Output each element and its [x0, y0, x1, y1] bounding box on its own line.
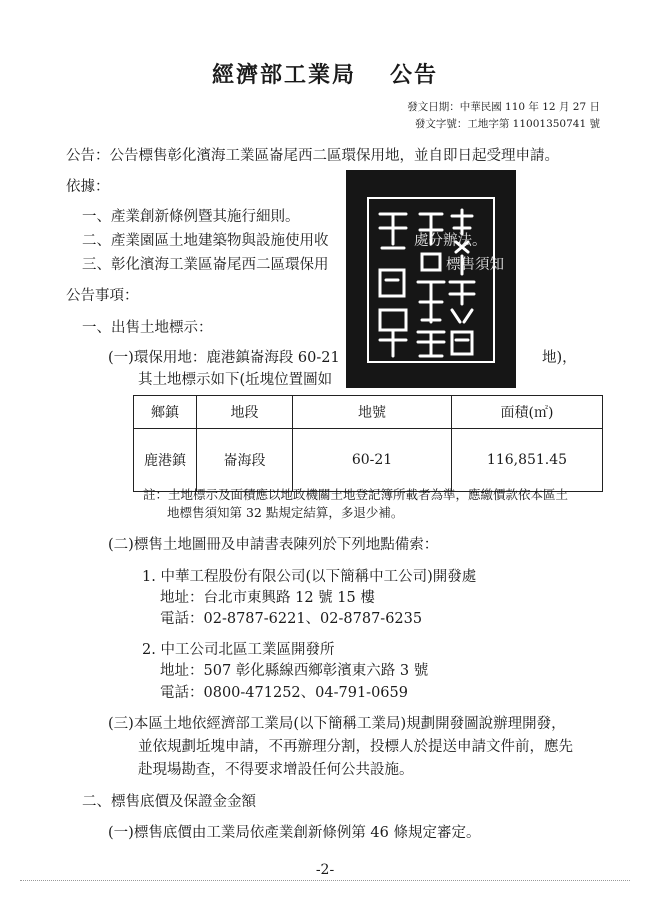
section-1-para-1-line-1-tail: 地)， — [542, 350, 577, 366]
official-seal-icon — [346, 170, 516, 388]
items-heading: 公告事項： — [66, 288, 139, 304]
location-1-phone: 電話：02-8787-6221、02-8787-6235 — [160, 611, 423, 627]
cell-area: 116,851.45 — [452, 429, 603, 492]
section-1-para-3-line-1: (三)本區土地依經濟部工業局(以下簡稱工業局)規劃開發圖說辦理開發， — [108, 716, 566, 732]
scan-noise-line — [20, 880, 630, 883]
subject-line: 公告：公告標售彰化濱海工業區崙尾西二區環保用地，並自即日起受理申請。 — [66, 148, 559, 164]
header-section: 地段 — [197, 396, 293, 429]
table-row — [134, 429, 603, 492]
issuer-name: 經濟部工業局 — [211, 62, 356, 88]
document-number: 發文字號：工地字第 11001350741 號 — [414, 118, 600, 130]
table-note-line-2: 地標售須知第 32 點規定結算，多退少補。 — [167, 505, 404, 520]
basis-item-2: 二、產業園區土地建築物與設施使用收 — [82, 233, 329, 249]
section-1-para-3-line-3: 赴現場勘查，不得要求增設任何公共設施。 — [138, 762, 414, 778]
section-2-heading: 二、標售底價及保證金金額 — [82, 794, 256, 810]
section-1-para-1-line-1: (一)環保用地：鹿港鎮崙海段 60-21 — [108, 350, 340, 366]
location-1-address: 地址：台北市東興路 12 號 15 樓 — [160, 590, 375, 606]
section-1-para-2: (二)標售土地圖冊及申請書表陳列於下列地點備索： — [108, 537, 439, 553]
document-title — [0, 58, 650, 89]
section-1-para-1-line-2: 其土地標示如下(坵塊位置圖如 — [138, 372, 333, 388]
location-2-name: 2. 中工公司北區工業區開發所 — [142, 642, 335, 658]
location-2-phone: 電話：0800-471252、04-791-0659 — [160, 685, 408, 701]
basis-item-3: 三、彰化濱海工業區崙尾西二區環保用 — [82, 257, 329, 273]
cell-section: 崙海段 — [197, 429, 293, 492]
document-type: 公告 — [390, 62, 439, 88]
header-township: 鄉鎮 — [134, 396, 197, 429]
basis-item-1: 一、產業創新條例暨其施行細則。 — [82, 209, 300, 225]
section-1-para-3-line-2: 並依規劃坵塊申請，不再辦理分割，投標人於提送申請文件前，應先 — [138, 739, 573, 755]
cell-township: 鹿港鎮 — [134, 429, 197, 492]
basis-item-3-tail: 標售須知 — [446, 257, 504, 273]
header-area: 面積(㎡) — [452, 396, 603, 429]
header-lot-no: 地號 — [293, 396, 452, 429]
page-number: -2- — [315, 862, 335, 878]
basis-heading: 依據： — [66, 179, 110, 195]
cell-lot-no: 60-21 — [293, 429, 452, 492]
table-note-line-1: 註：土地標示及面積應以地政機關土地登記簿所載者為準，應繳價款依本區土 — [143, 487, 569, 502]
issue-date: 發文日期：中華民國 110 年 12 月 27 日 — [407, 101, 600, 113]
section-1-heading: 一、出售土地標示： — [82, 320, 213, 336]
section-2-para-1: (一)標售底價由工業局依產業創新條例第 46 條規定審定。 — [108, 825, 481, 841]
basis-item-2-tail: 處分辦法。 — [414, 233, 487, 249]
table-header-row — [134, 396, 603, 429]
location-2-address: 地址：507 彰化縣線西鄉彰濱東六路 3 號 — [160, 663, 429, 679]
location-1-name: 1. 中華工程股份有限公司(以下簡稱中工公司)開發處 — [142, 569, 477, 585]
land-table — [133, 395, 603, 492]
